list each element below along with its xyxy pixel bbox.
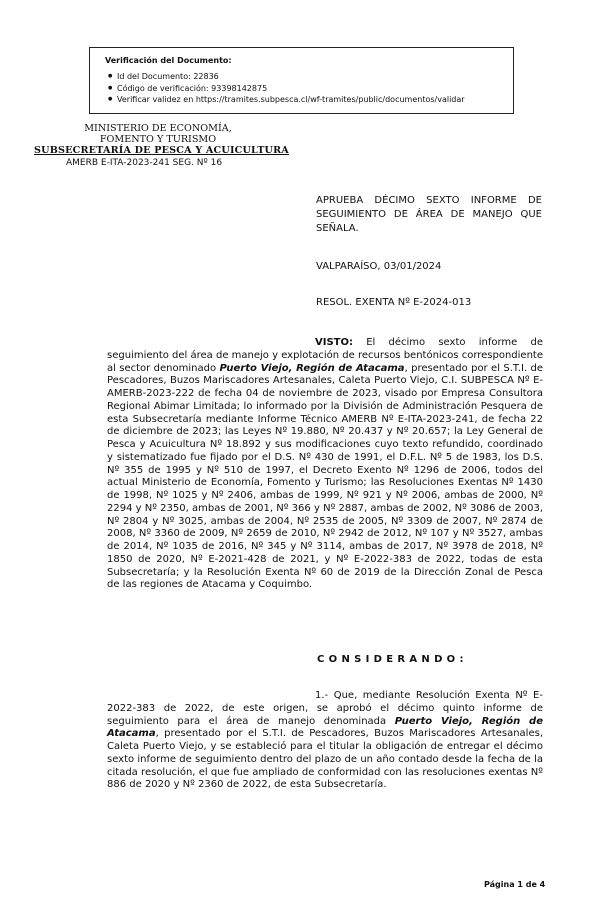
verification-list (105, 71, 513, 106)
verification-box (89, 47, 514, 114)
considerando-1-text-b: , presentado por el S.T.I. de Pescadores, Buzos Mariscadores Artesanales, Caleta Puerto Viejo, y se estableció para el titular la obligación de entregar el décimo sexto informe de seguimiento dentro del plazo de un año contado desde la fecha de la citada resolución, el que fue ampliado de conformidad con las resoluciones exentas Nº 886 de 2020 y Nº 2360 de 2022, de esta Subsecretaría. (107, 728, 543, 791)
visto-text-2: , presentado por el S.T.I. de Pescadores, Buzos Mariscadores Artesanales, Caleta Puerto Viejo, C.I. SUBPESCA Nº E-AMERB-2023-222 de fecha 04 de noviembre de 2023, visado por Empresa Consultora Regional Abimar Limitada; lo informado por la División de Administración Pesquera de esta Subsecretaría mediante Informe Técnico AMERB Nº E-ITA-2023-241, de fecha 22 de diciembre de 2023; las Leyes Nº 19.880, Nº 20.437 y Nº 20.657; la Ley General de Pesca y Acuicultura Nº 18.892 y sus modificaciones cuyo texto refundido, coordinado y sistematizado fue fijado por el D.S. Nº 430 de 1991, el D.F.L. Nº 5 de 1983, los D.S. Nº 355 de 1995 y Nº 510 de 1997, el Decreto Exento Nº 1296 de 2006, todos del actual Ministerio de Economía, Fomento y Turismo; las Resoluciones Exentas Nº 1430 de 1998, Nº 1025 y Nº 2406, ambas de 1999, Nº 921 y Nº 2006, ambas de 2000, Nº 2294 y Nº 2350, ambas de 2001, Nº 366 y Nº 2887, ambas de 2002, Nº 3086 de 2003, Nº 2804 y Nº 3025, ambas de 2004, Nº 2535 de 2005, Nº 3309 de 2007, Nº 2874 de 2008, Nº 3360 de 2009, Nº 2659 de 2010, Nº 2942 de 2012, Nº 107 y Nº 3527, ambas de 2014, Nº 1035 de 2016, Nº 345 y Nº 3114, ambas de 2017, Nº 3978 de 2018, Nº 1850 de 2020, Nº E-2021-428 de 2021, y Nº E-2022-383 de 2022, todas de esta Subsecretaría; y la Resolución Exenta Nº 60 de 2019 de la Dirección Zonal de Pesca de las regiones de Atacama y Coquimbo. (107, 362, 543, 591)
visto-area-name: Puerto Viejo, Región de Atacama (219, 362, 405, 374)
considerando-1-area-name: Puerto Viejo, Región de Atacama (107, 715, 543, 740)
document-id: ● Id del Documento: 22836 (105, 71, 512, 83)
considerando-paragraph-1 (107, 690, 543, 792)
place-date: VALPARAÍSO, 03/01/2024 (316, 261, 442, 272)
visto-text-1: El décimo sexto informe de seguimiento del área de manejo y explotación de recursos bentónicos correspondiente al sector denominado (107, 337, 543, 374)
page-number: Página 1 de 4 (484, 880, 546, 889)
ministry-name: MINISTERIO DE ECONOMÍA, (84, 123, 232, 134)
verification-url-link[interactable]: ● Verificar validez en https://tramites.subpesca.cl/wf-tramites/public/documentos/validar (105, 94, 512, 106)
subsecretaria-name: SUBSECRETARÍA DE PESCA Y ACUICULTURA (34, 145, 289, 156)
considerando-heading: CONSIDERANDO: (317, 654, 468, 665)
ministry-name-line2: FOMENTO Y TURISMO (99, 134, 217, 145)
considerando-1-text-a: 1.- Que, mediante Resolución Exenta Nº E-2022-383 de 2022, de este origen, se aprobó el décimo quinto informe de seguimiento para el área de manejo denominada (107, 690, 543, 727)
resolution-number: RESOL. EXENTA Nº E-2024-013 (316, 297, 472, 308)
verification-code: ● Código de verificación: 93398142875 (105, 83, 512, 95)
verification-title: Verificación del Documento: (105, 56, 232, 65)
visto-paragraph (107, 337, 543, 592)
resolution-summary: APRUEBA DÉCIMO SEXTO INFORME DE SEGUIMIENTO DE ÁREA DE MANEJO QUE SEÑALA. (316, 195, 542, 234)
visto-label: VISTO: (315, 337, 353, 348)
document-reference: AMERB E-ITA-2023-241 SEG. Nº 16 (66, 158, 223, 168)
